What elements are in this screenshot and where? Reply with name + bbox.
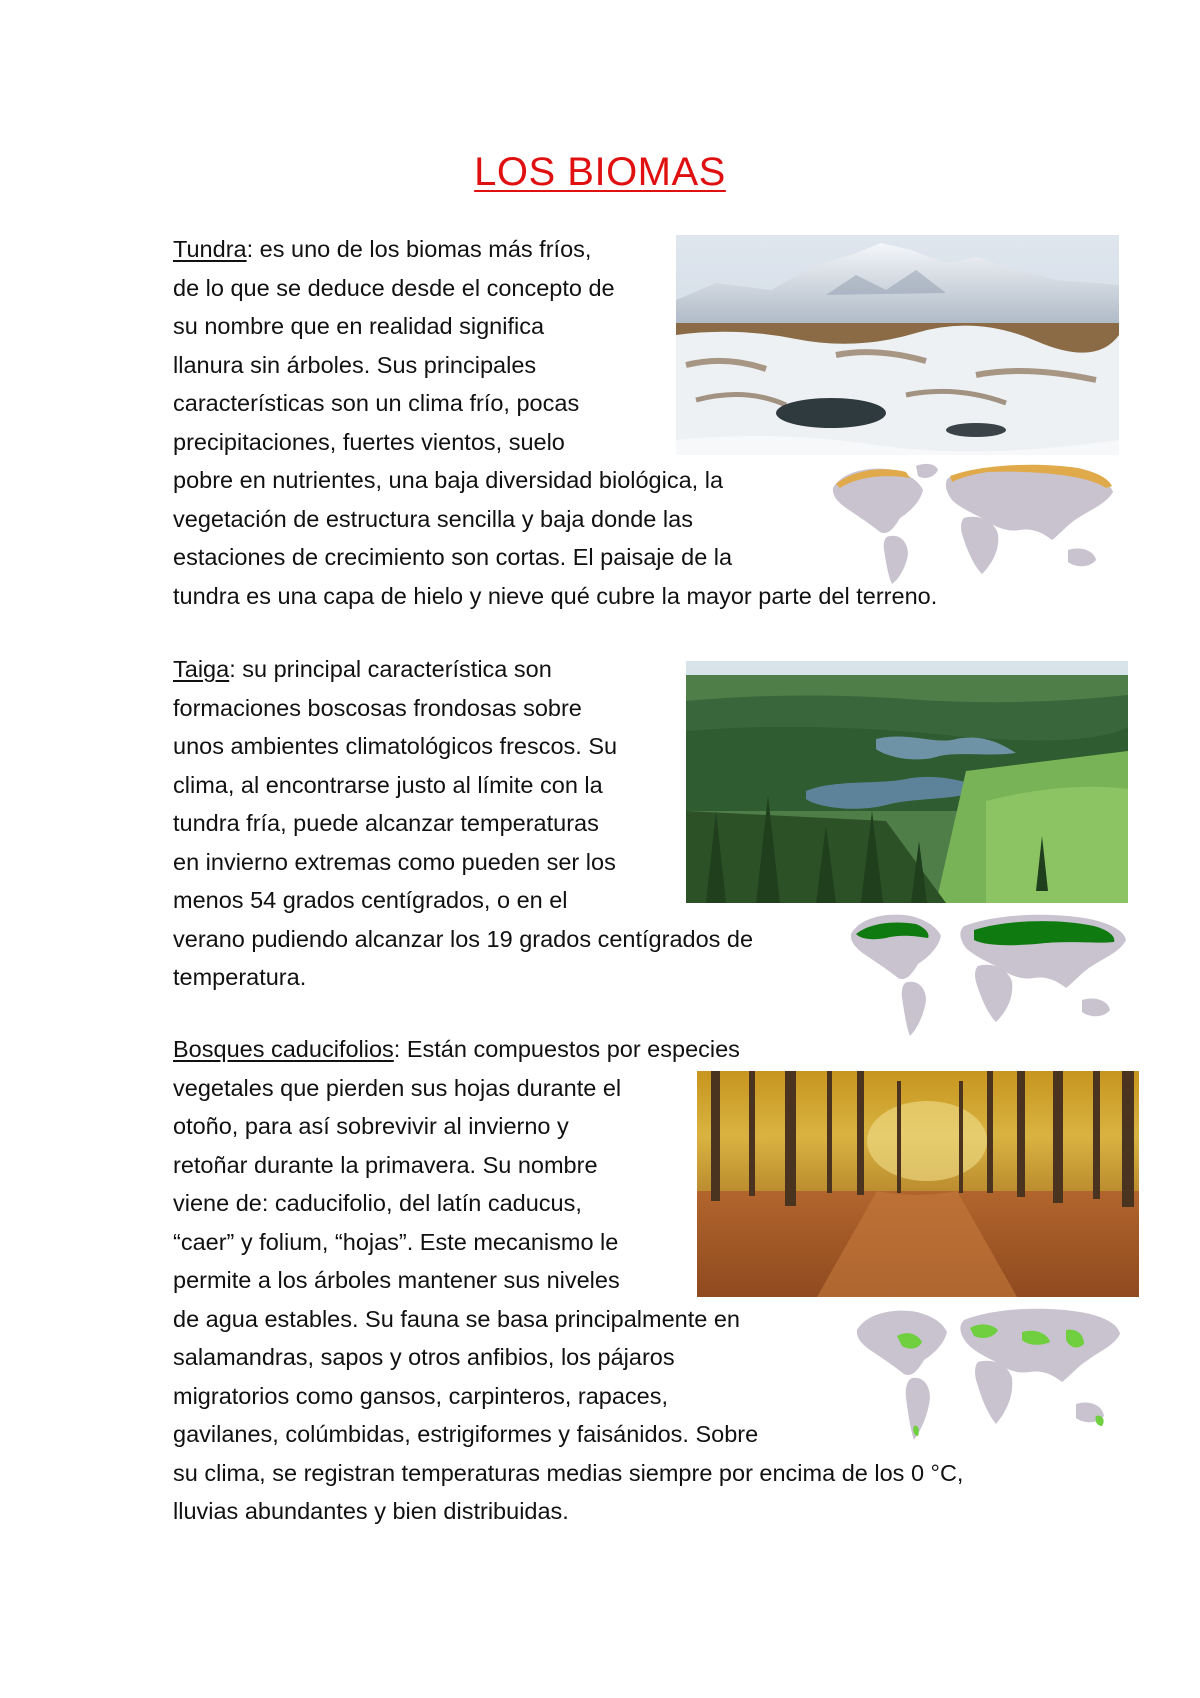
tundra-photo	[676, 235, 1119, 455]
taiga-paragraph: Taiga: su principal característica son formaciones boscosas frondosas sobre unos ambientes climatológicos frescos. Su clima, al encontrarse justo al límite con la tundra fría, puede alcanzar temperaturas en invierno extremas como pueden ser los menos 54 grados centígrados, o en el verano pudiendo alcanzar los 19 grados centígrados de temperatura.	[173, 656, 754, 990]
term-bosques-caducifolios: Bosques caducifolios	[173, 1036, 394, 1062]
taiga-world-map	[846, 904, 1130, 1040]
tundra-paragraph: Tundra: es uno de los biomas más fríos, de lo que se deduce desde el concepto de su nombre que en realidad significa llanura sin árboles. Sus principales características son un clima frío, pocas precipitaciones, fuertes vientos, suelo pobre en nutrientes, una baja diversidad biológica, la vegetación de estructura sencilla y baja donde las estaciones de crecimiento son cortas. El paisaje de la tundra es una capa de hielo y nieve qué cubre la mayor parte del terreno.	[173, 236, 938, 609]
term-tundra: Tundra	[173, 236, 247, 262]
taiga-photo	[686, 661, 1128, 903]
page-title: LOS BIOMAS	[474, 150, 726, 194]
deciduous-forest-photo	[697, 1071, 1139, 1297]
bosques-paragraph: Bosques caducifolios: Están compuestos por especies vegetales que pierden sus hojas durante el otoño, para así sobrevivir al invierno y retoñar durante la primavera. Su nombre viene de: caducifolio, del latín caducus, “caer” y folium, “hojas”. Este mecanismo le permite a los árboles mantener sus niveles de agua estables. Su fauna se basa principalmente en salamandras, sapos y otros anfibios, los pájaros migratorios como gansos, carpinteros, rapaces, gavilanes, colúmbidas, estrigiformes y faisánidos. Sobre su clima, se registran temperaturas medias siempre por encima de los 0 °C, lluvias abundantes y bien distribuidas.	[173, 1036, 964, 1524]
term-taiga: Taiga	[173, 656, 230, 682]
deciduous-world-map	[852, 1300, 1124, 1446]
tundra-world-map	[828, 458, 1118, 588]
